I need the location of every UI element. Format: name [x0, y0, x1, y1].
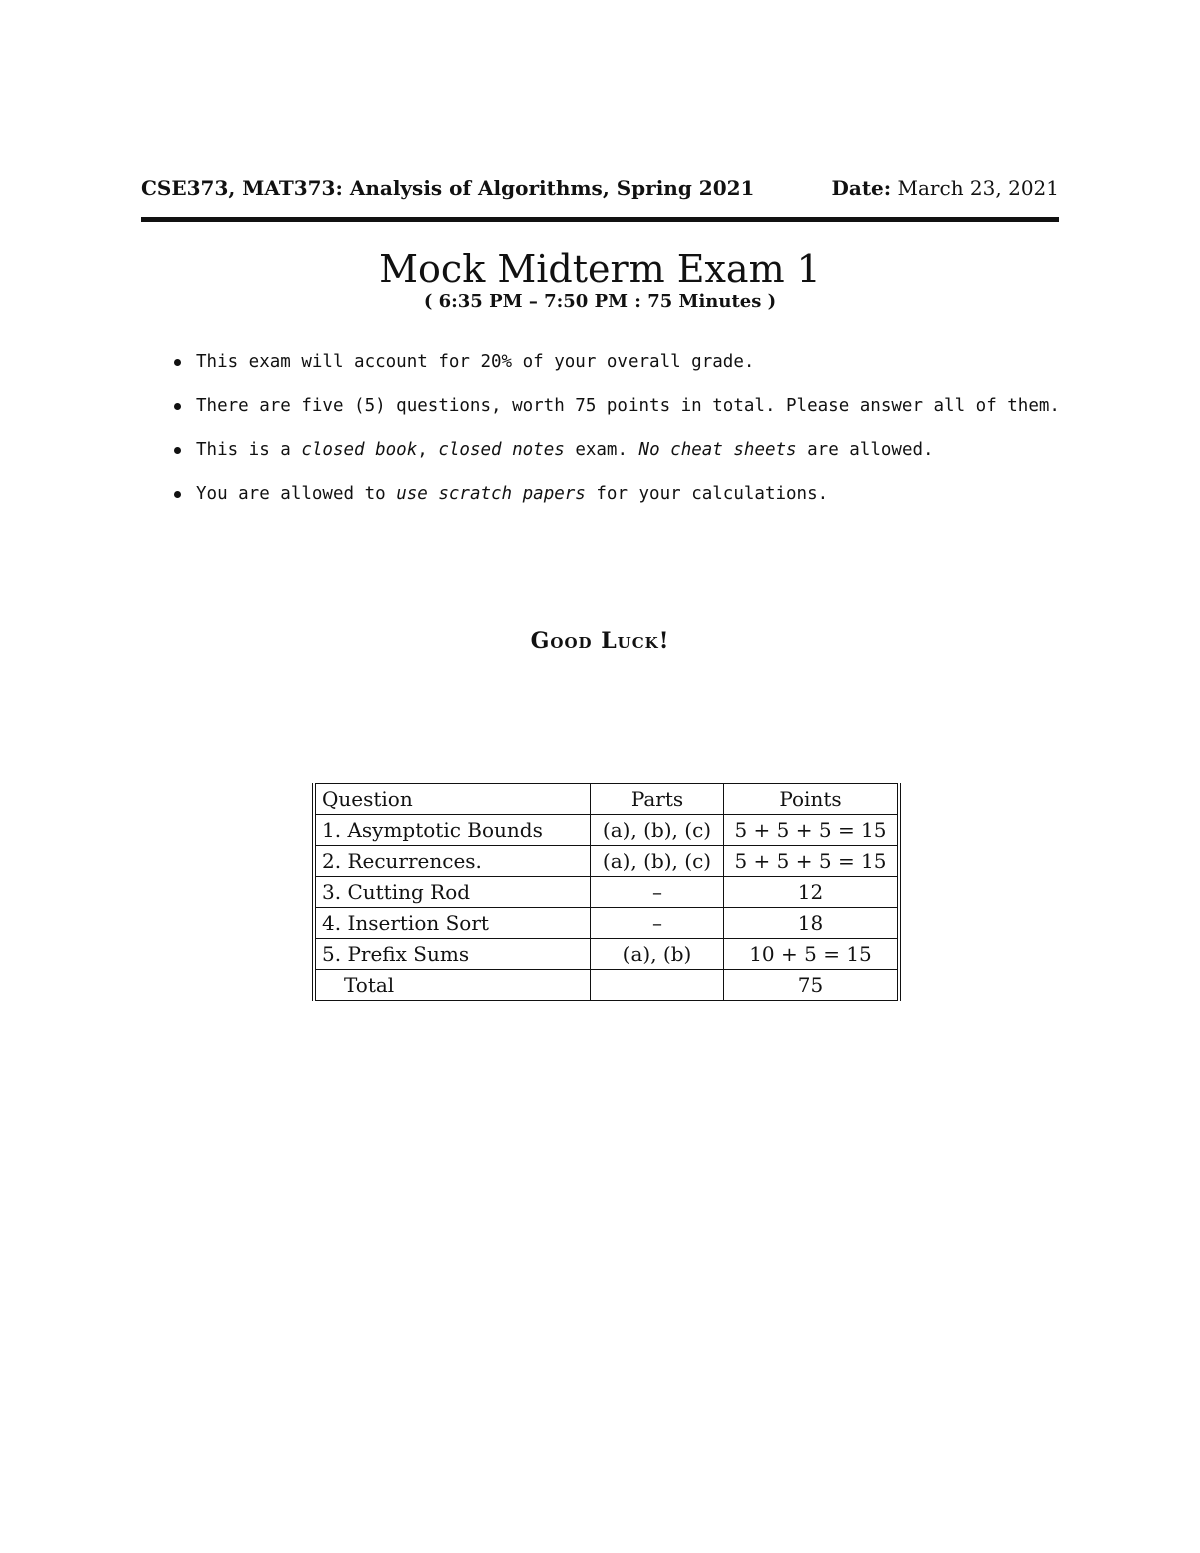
table-total-row [314, 970, 899, 1001]
bullet-icon [174, 359, 181, 366]
table-header-row [314, 784, 899, 815]
bullet-icon [174, 403, 181, 410]
points-cell: 10 + 5 = 15 [724, 939, 900, 970]
question-cell: 1. Asymptotic Bounds [314, 815, 591, 846]
header-question: Question [314, 784, 591, 815]
table-row [314, 939, 899, 970]
table-row [314, 908, 899, 939]
date-value: March 23, 2021 [897, 176, 1059, 200]
date-label: Date: [831, 176, 892, 200]
total-parts [591, 970, 724, 1001]
total-label: Total [314, 970, 591, 1001]
points-cell: 12 [724, 877, 900, 908]
instruction-item: This exam will account for 20% of your overall grade. [174, 348, 1054, 392]
bullet-icon [174, 447, 181, 454]
question-cell: 2. Recurrences. [314, 846, 591, 877]
instruction-item: There are five (5) questions, worth 75 points in total. Please answer all of them. [174, 392, 1054, 436]
points-cell: 18 [724, 908, 900, 939]
table-row [314, 877, 899, 908]
bullet-icon [174, 491, 181, 498]
instruction-item: You are allowed to use scratch papers for your calculations. [174, 480, 1054, 524]
exam-time: ( 6:35 PM – 7:50 PM : 75 Minutes ) [423, 291, 777, 312]
question-cell: 5. Prefix Sums [314, 939, 591, 970]
header-parts: Parts [591, 784, 724, 815]
question-cell: 4. Insertion Sort [314, 908, 591, 939]
instruction-item: This is a closed book, closed notes exam. No cheat sheets are allowed. [174, 436, 1054, 480]
parts-cell: (a), (b) [591, 939, 724, 970]
instructions-list [174, 348, 1060, 524]
exam-title: Mock Midterm Exam 1 [379, 247, 821, 291]
page-header [141, 176, 1059, 208]
course-title: CSE373, MAT373: Analysis of Algorithms, Spring 2021 [141, 176, 755, 200]
question-cell: 3. Cutting Rod [314, 877, 591, 908]
parts-cell: – [591, 908, 724, 939]
good-luck-text: Good Luck! [530, 628, 670, 654]
points-cell: 5 + 5 + 5 = 15 [724, 815, 900, 846]
parts-cell: (a), (b), (c) [591, 846, 724, 877]
points-table [312, 783, 901, 1001]
total-points: 75 [724, 970, 900, 1001]
table-row [314, 846, 899, 877]
parts-cell: – [591, 877, 724, 908]
exam-date [832, 176, 1059, 200]
table-row [314, 815, 899, 846]
header-points: Points [724, 784, 900, 815]
points-cell: 5 + 5 + 5 = 15 [724, 846, 900, 877]
parts-cell: (a), (b), (c) [591, 815, 724, 846]
header-rule [141, 217, 1059, 222]
